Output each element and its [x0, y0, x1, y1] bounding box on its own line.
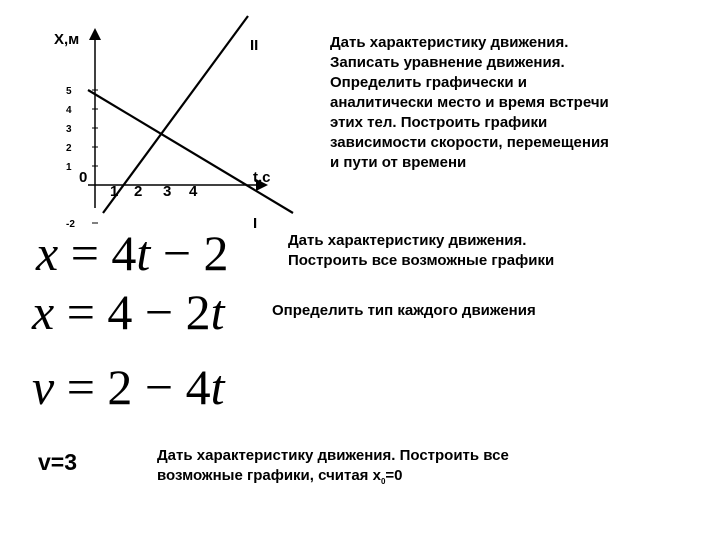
task-4-text: [157, 446, 509, 492]
formula-1-eq: =: [70, 225, 99, 281]
task-4-line2-suffix: =0: [385, 467, 403, 484]
x-axis-label: t,c: [253, 169, 271, 186]
task-1-line: Записать уравнение движения.: [330, 54, 565, 71]
line-label-II: II: [250, 37, 259, 54]
formula-1-lhs: x: [36, 225, 59, 281]
task-1-line: и пути от времени: [330, 154, 467, 171]
y-tick-label: 5: [66, 86, 72, 97]
y-axis-label: Х,м: [54, 31, 80, 48]
formula-2-eq: =: [66, 284, 95, 340]
x-tick-label: 1: [110, 183, 119, 200]
formula-1: [36, 225, 229, 281]
line-label-I: I: [253, 215, 258, 232]
x-tick-label: 2: [134, 183, 143, 200]
y-tick-label: 2: [66, 143, 72, 154]
formula-3: [32, 359, 225, 415]
formula-1-var: t: [136, 225, 151, 281]
task-3-text: Определить тип каждого движения: [272, 302, 536, 319]
velocity-label: v=3: [38, 449, 78, 475]
formula-3-eq: =: [66, 359, 95, 415]
formula-3-const: 2: [107, 359, 133, 415]
task-1-line: Определить графически и: [330, 74, 527, 91]
formula-2-var: t: [210, 284, 225, 340]
motion-graph: [0, 0, 310, 235]
formula-3-coef: 4: [185, 359, 211, 415]
task-4-subscript: 0: [380, 477, 386, 486]
formula-2: [32, 284, 225, 340]
formula-1-op: −: [162, 225, 192, 281]
y-tick-label: 1: [66, 162, 72, 173]
y-tick-label: 3: [66, 124, 72, 135]
x-tick-label: 4: [189, 183, 198, 200]
formula-2-coef: 2: [185, 284, 211, 340]
task-2-line: Построить все возможные графики: [288, 252, 555, 269]
line-II: [103, 16, 248, 213]
formula-2-lhs: x: [32, 284, 55, 340]
task-2-text: [288, 231, 554, 271]
y-tick-label: 4: [66, 105, 72, 116]
formula-3-var: t: [210, 359, 225, 415]
task-2-line: Дать характеристику движения.: [288, 232, 527, 249]
task-4-line: [157, 466, 509, 492]
task-1-line: Дать характеристику движения.: [330, 34, 569, 51]
task-1-line: зависимости скорости, перемещения: [330, 134, 609, 151]
formula-1-const: 2: [203, 225, 229, 281]
formula-3-lhs: v: [32, 359, 55, 415]
x-tick-label: 3: [163, 183, 172, 200]
task-1-line: этих тел. Построить графики: [330, 114, 548, 131]
task-4-line: Дать характеристику движения. Построить все: [157, 447, 509, 464]
formula-2-op: −: [144, 284, 174, 340]
task-1-line: аналитически место и время встречи: [330, 94, 609, 111]
formula-3-op: −: [144, 359, 174, 415]
y-tick-label: -2: [66, 219, 75, 230]
task-4-line2-prefix: возможные графики, считая х: [157, 467, 381, 484]
task-1-text: [330, 33, 609, 173]
formula-1-coef: 4: [111, 225, 137, 281]
formula-2-const: 4: [107, 284, 133, 340]
origin-label: 0: [79, 169, 88, 186]
